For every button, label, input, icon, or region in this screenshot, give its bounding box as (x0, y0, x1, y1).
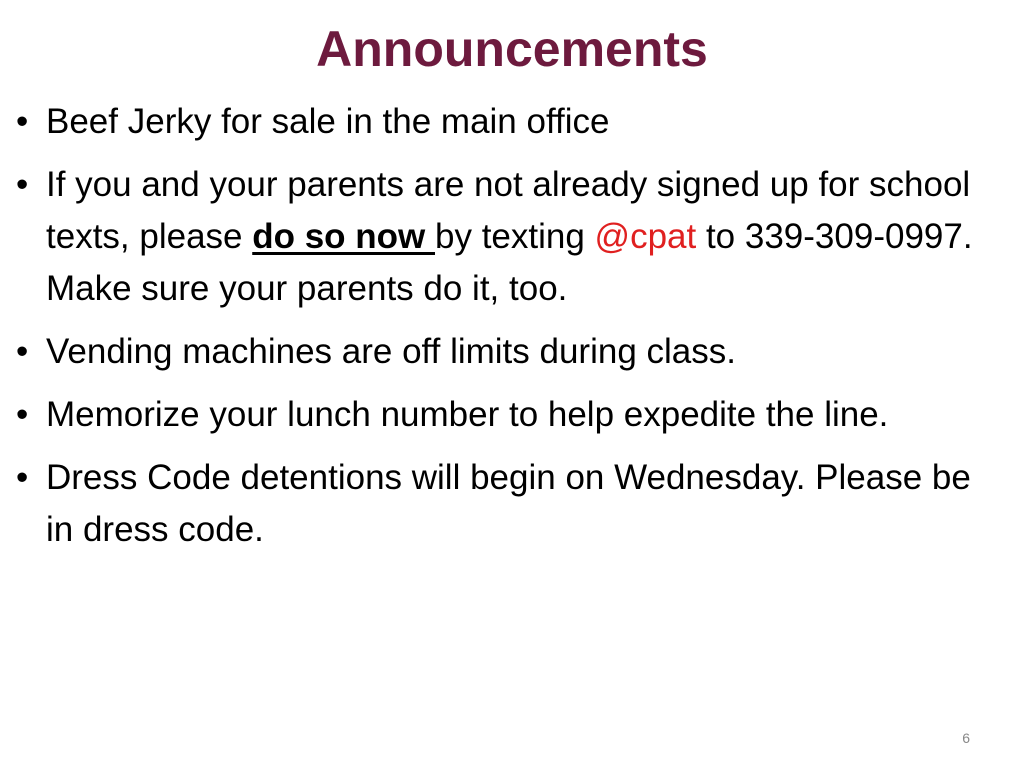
bullet-icon: • (16, 102, 29, 141)
bullet-text: Memorize your lunch number to help expedite the line. (46, 395, 889, 434)
bullet-list (16, 96, 1006, 567)
bullet-text-part2: by texting (435, 217, 595, 256)
bullet-item-vending (16, 326, 1006, 378)
bullet-item-school-texts (16, 159, 1006, 315)
page-number: 6 (962, 730, 970, 746)
bullet-item-dress-code (16, 452, 1006, 556)
bullet-text: Dress Code detentions will begin on Wednesday. Please be in dress code. (46, 458, 971, 549)
bullet-icon: • (16, 165, 29, 204)
slide-title: Announcements (316, 21, 708, 77)
bullet-emphasis: do so now (252, 217, 435, 256)
bullet-icon: • (16, 458, 29, 497)
bullet-text: Beef Jerky for sale in the main office (46, 102, 610, 141)
bullet-item-beef-jerky (16, 96, 1006, 148)
bullet-text: Vending machines are off limits during class. (46, 332, 736, 371)
text-handle: @cpat (594, 217, 697, 256)
bullet-item-lunch-number (16, 389, 1006, 441)
bullet-text-part1: If you and your parents are not already signed up for school texts, please (46, 165, 971, 256)
bullet-icon: • (16, 332, 29, 371)
bullet-text-part3: to 339-309-0997. Make sure your parents do it, too. (46, 217, 973, 308)
bullet-icon: • (16, 395, 29, 434)
